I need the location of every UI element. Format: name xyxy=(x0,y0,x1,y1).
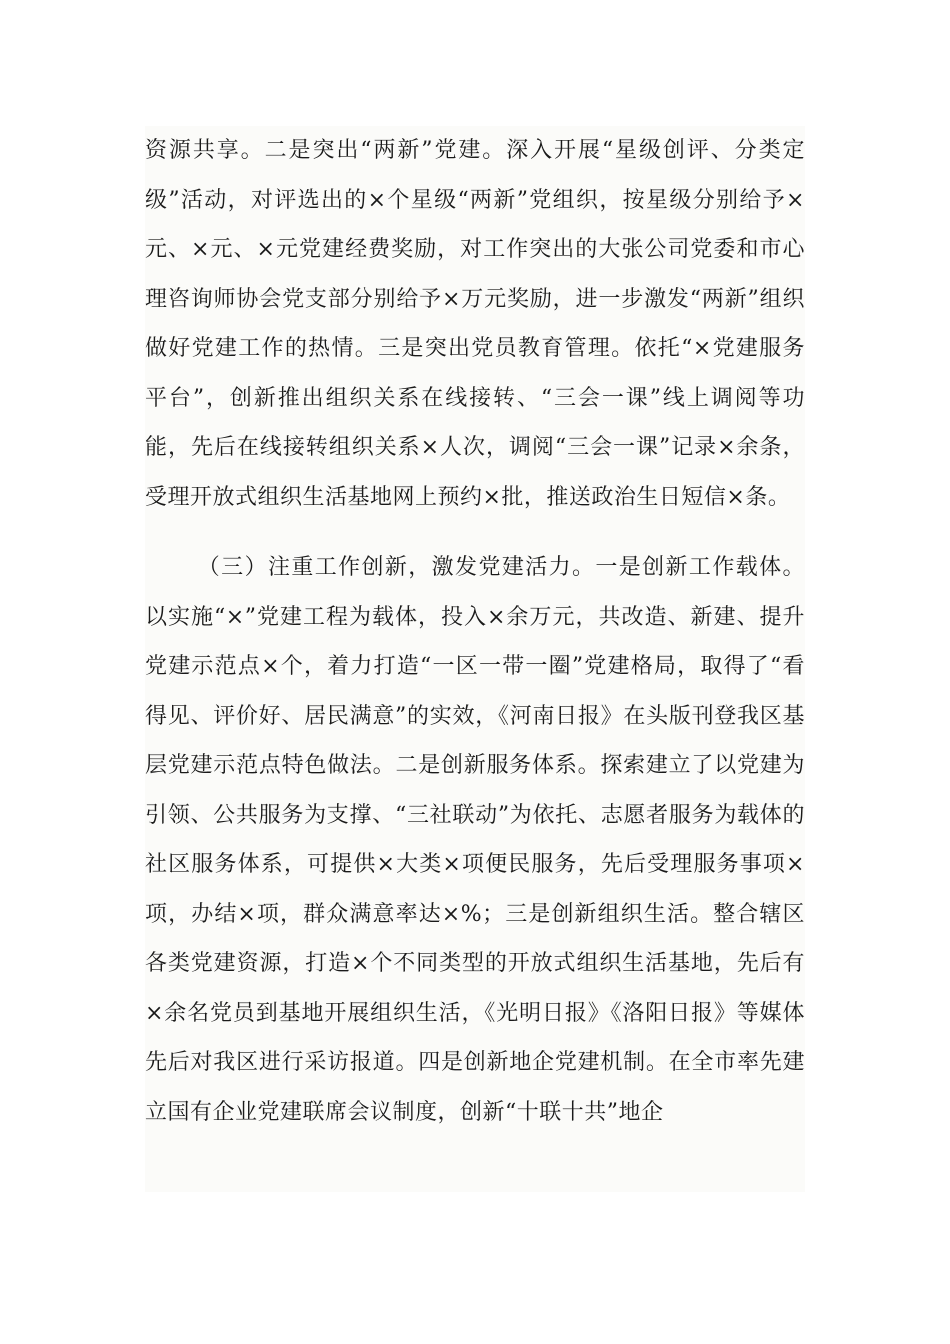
paragraph-continuation: 资源共享。二是突出“两新”党建。深入开展“星级创评、分类定级”活动，对评选出的×个星级“两新”党组织，按星级分别给予×元、×元、×元党建经费奖励，对工作突出的大张公司党委和市心理咨询师协会党支部分别给予×万元奖励，进一步激发“两新”组织做好党建工作的热情。三是突出党员教育管理。依托“×党建服务平台”，创新推出组织关系在线接转、“三会一课”线上调阅等功能，先后在线接转组织关系×人次，调阅“三会一课”记录×余条，受理开放式组织生活基地网上预约×批，推送政治生日短信×条。 xyxy=(145,138,805,510)
paragraph-section-three: （三）注重工作创新，激发党建活力。一是创新工作载体。以实施“×”党建工程为载体，投入×余万元，共改造、新建、提升党建示范点×个，着力打造“一区一带一圈”党建格局，取得了“看得见、评价好、居民满意”的实效，《河南日报》在头版刊登我区基层党建示范点特色做法。二是创新服务体系。探索建立了以党建为引领、公共服务为支撑、“三社联动”为依托、志愿者服务为载体的社区服务体系，可提供×大类×项便民服务，先后受理服务事项×项，办结×项，群众满意率达×%；三是创新组织生活。整合辖区各类党建资源，打造×个不同类型的开放式组织生活基地，先后有×余名党员到基地开展组织生活，《光明日报》《洛阳日报》等媒体先后对我区进行采访报道。四是创新地企党建机制。在全市率先建立国有企业党建联席会议制度，创新“十联十共”地企 xyxy=(145,555,805,1125)
document-body xyxy=(145,126,805,1192)
